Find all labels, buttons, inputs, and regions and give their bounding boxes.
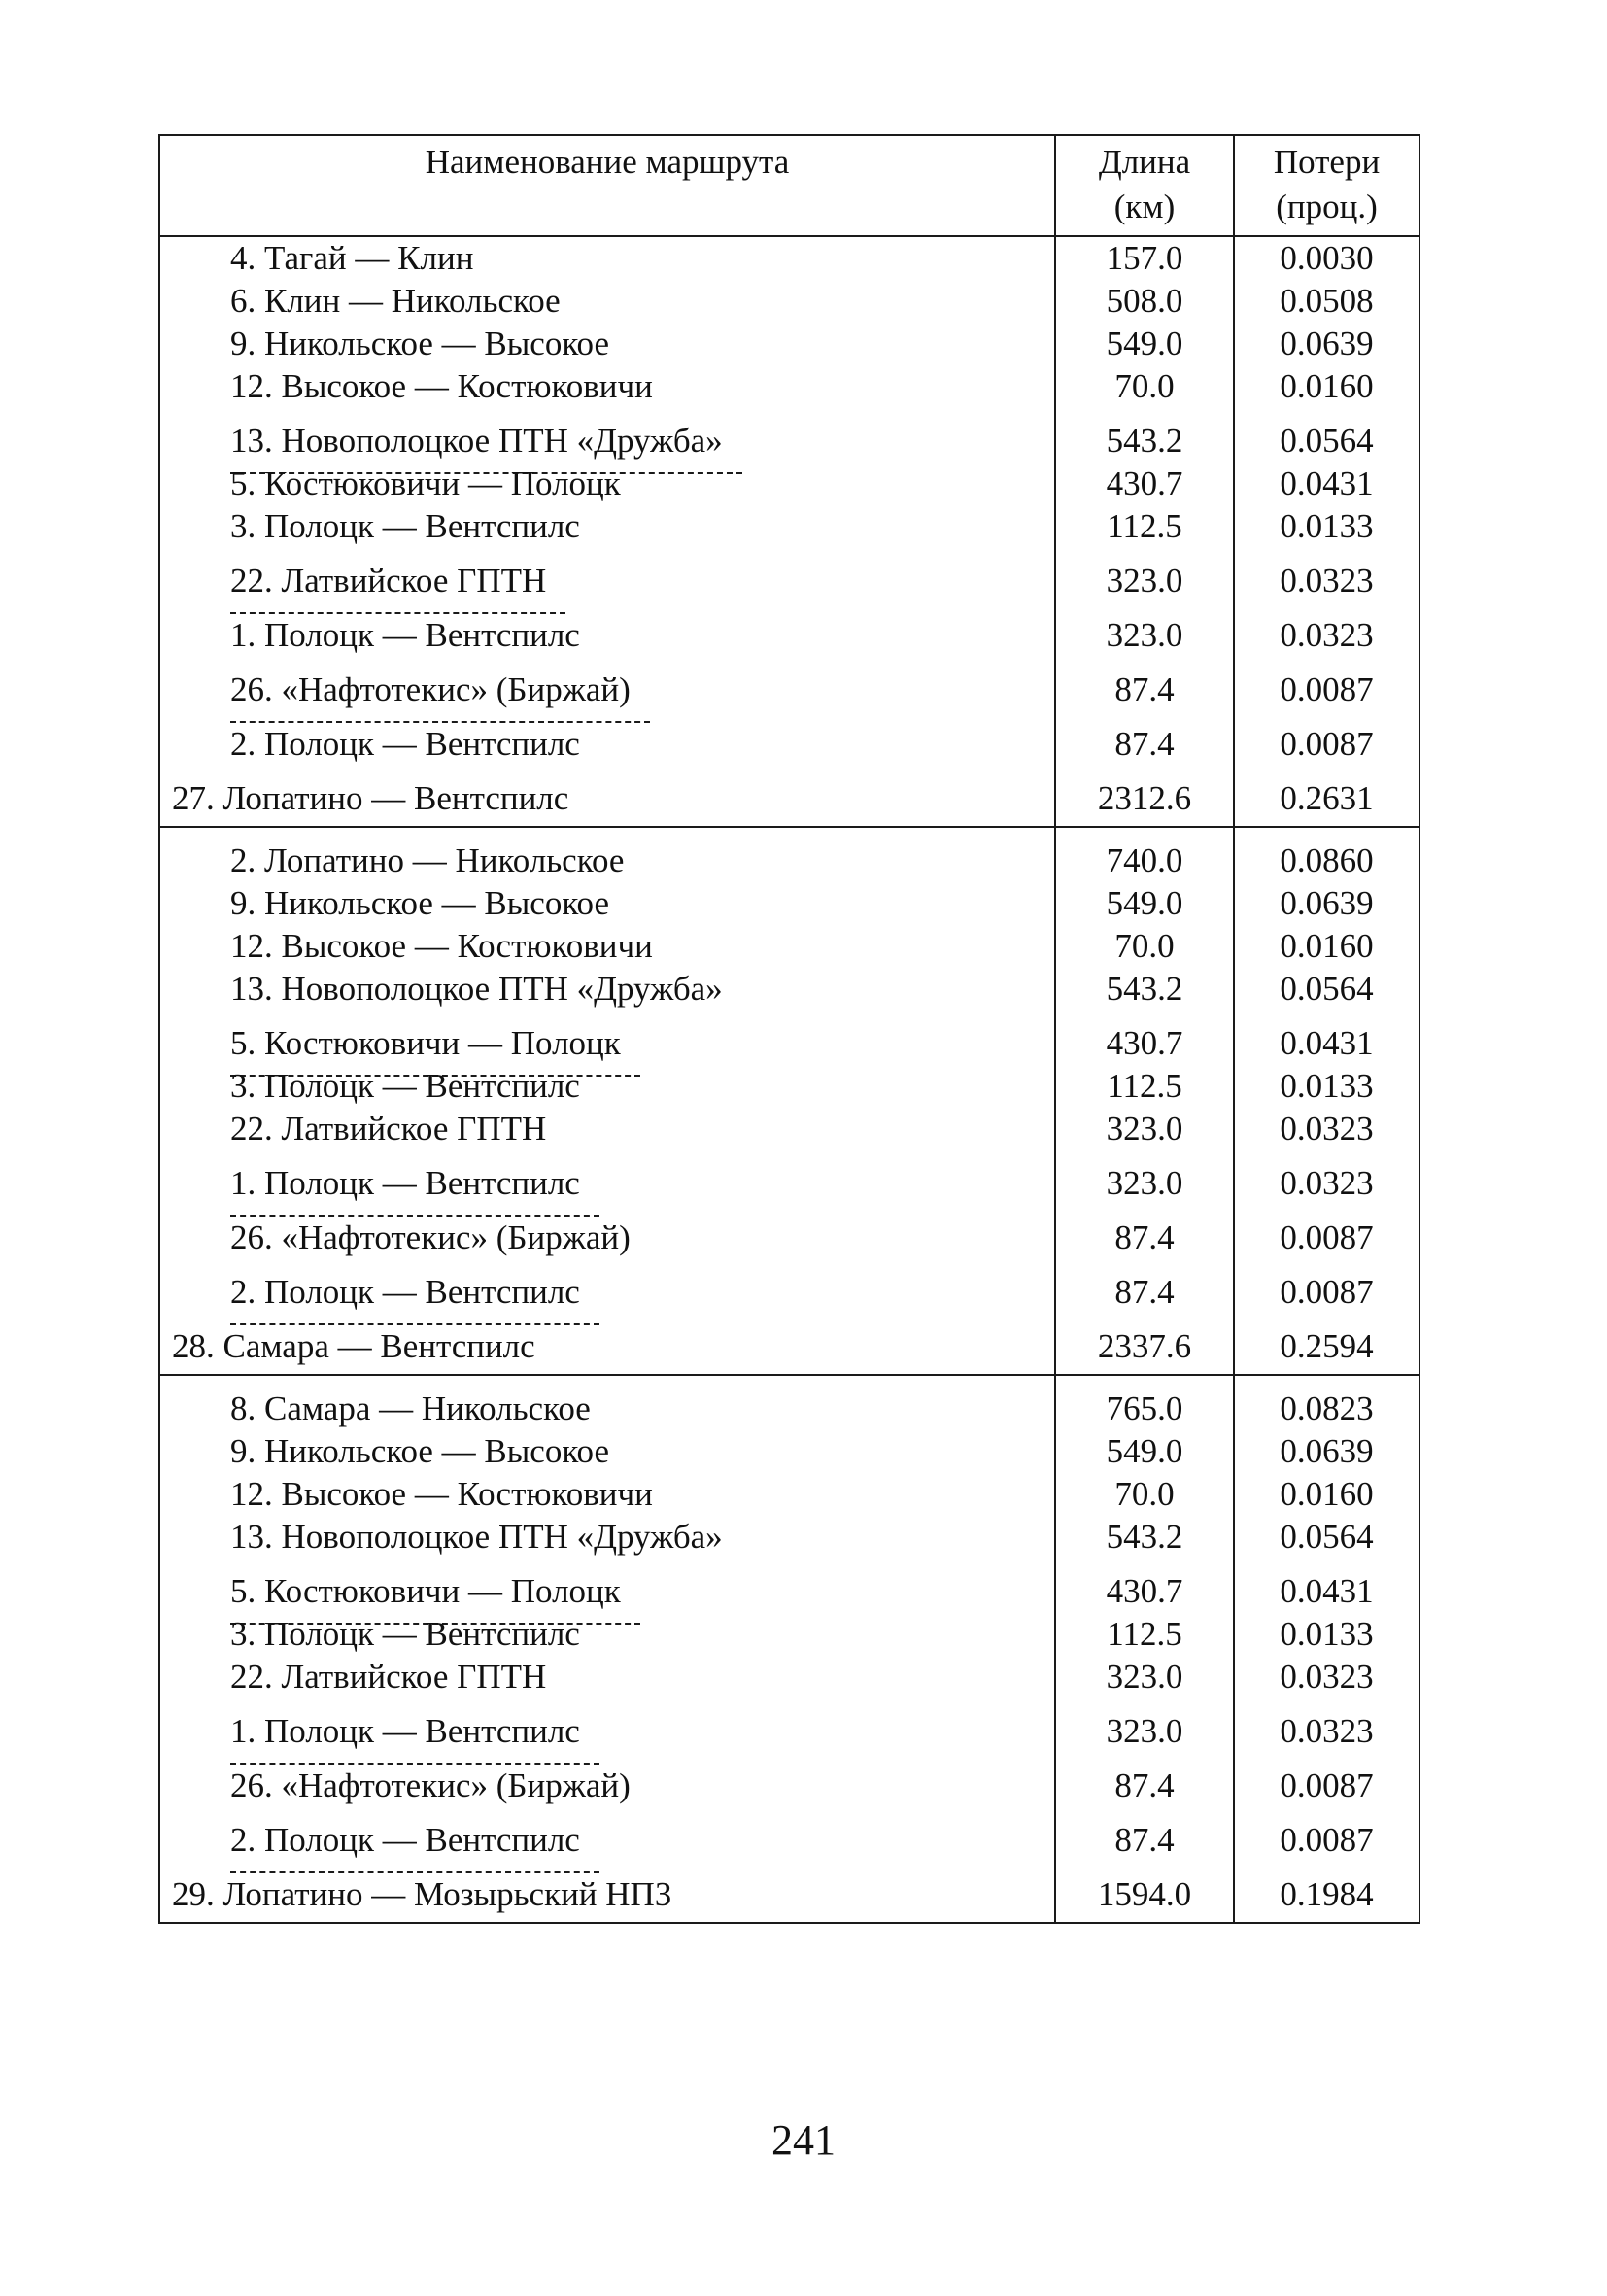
table-row [159, 505, 1419, 548]
route-total-loss: 0.2631 [1234, 766, 1419, 827]
route-total-name: 27. Лопатино — Вентспилс [159, 766, 1055, 827]
header-loss: Потери (проц.) [1234, 135, 1419, 236]
route-segment-name: 1. Полоцк — Вентспилс [159, 602, 1055, 657]
route-segment-loss: 0.0431 [1280, 1572, 1374, 1610]
route-segment-length: 430.7 [1055, 463, 1234, 505]
table-row [159, 1473, 1419, 1516]
route-segment-loss: 0.0431 [1280, 1024, 1374, 1062]
route-segment-length: 430.7 [1055, 1011, 1234, 1065]
table-row [159, 1613, 1419, 1656]
route-segment-loss: 0.0323 [1280, 1658, 1374, 1696]
route-segment-name: 22. Латвийское ГПТН [159, 548, 1055, 602]
route-segment-name: 3. Полоцк — Вентспилс [159, 1613, 1055, 1656]
route-segment-name: 5. Костюковичи — Полоцк [159, 1559, 1055, 1613]
table-row [159, 602, 1419, 657]
route-segment-loss: 0.0133 [1280, 507, 1374, 545]
route-total-loss: 0.1984 [1280, 1875, 1374, 1913]
table-row [159, 1807, 1419, 1862]
route-segment-length: 323.0 [1055, 1108, 1234, 1150]
route-segment-loss: 0.0860 [1280, 841, 1374, 879]
route-segment-length: 87.4 [1055, 1753, 1234, 1807]
route-segment-length: 112.5 [1055, 1065, 1234, 1108]
table-row [159, 1559, 1419, 1613]
route-segment-length: 508.0 [1055, 280, 1234, 323]
route-segment-name: 5. Костюковичи — Полоцк [159, 1011, 1055, 1065]
header-route-name: Наименование маршрута [159, 135, 1055, 236]
table-row [159, 463, 1419, 505]
route-segment-length: 112.5 [1055, 505, 1234, 548]
route-segment-name: 22. Латвийское ГПТН [159, 1656, 1055, 1698]
route-segment-length: 112.5 [1055, 1613, 1234, 1656]
route-segment-name: 13. Новополоцкое ПТН «Дружба» [159, 968, 1055, 1011]
table-row [159, 827, 1419, 882]
route-segment-name: 13. Новополоцкое ПТН «Дружба» [159, 408, 1055, 463]
route-segment-length: 87.4 [1055, 711, 1234, 766]
dashed-separator [230, 1323, 599, 1325]
route-segment-length: 549.0 [1055, 323, 1234, 365]
route-total-name: 28. Самара — Вентспилс [159, 1314, 1055, 1375]
route-segment-name: 26. «Нафтотекис» (Биржай) [159, 1753, 1055, 1807]
route-segment-length: 549.0 [1055, 1430, 1234, 1473]
route-segment-name: 9. Никольское — Высокое [159, 1430, 1055, 1473]
route-segment-loss: 0.0323 [1280, 1110, 1374, 1148]
route-segment-length: 543.2 [1055, 1516, 1234, 1559]
route-total-loss: 0.2594 [1234, 1314, 1419, 1375]
table-body [159, 236, 1419, 1923]
route-segment-loss: 0.0564 [1280, 422, 1374, 460]
route-segment-length: 323.0 [1055, 602, 1234, 657]
route-segment-name: 12. Высокое — Костюковичи [159, 925, 1055, 968]
route-total-name: 29. Лопатино — Мозырьский НПЗ [159, 1862, 1055, 1923]
route-segment-length: 323.0 [1055, 548, 1234, 602]
route-total-length: 2312.6 [1055, 766, 1234, 827]
table-row [159, 1656, 1419, 1698]
route-segment-loss: 0.0639 [1280, 325, 1374, 362]
route-segment-name: 6. Клин — Никольское [159, 280, 1055, 323]
route-segment-length: 157.0 [1055, 236, 1234, 280]
route-segment-length: 543.2 [1055, 408, 1234, 463]
table-row [159, 280, 1419, 323]
route-segment-loss: 0.0431 [1280, 464, 1374, 502]
route-segment-length: 765.0 [1055, 1375, 1234, 1430]
route-segment-loss: 0.0564 [1280, 1518, 1374, 1556]
route-segment-name: 9. Никольское — Высокое [159, 323, 1055, 365]
route-segment-name: 12. Высокое — Костюковичи [159, 1473, 1055, 1516]
route-segment-loss: 0.0087 [1280, 1218, 1374, 1256]
page-number: 241 [771, 2116, 836, 2164]
route-segment-loss: 0.0323 [1280, 1712, 1374, 1750]
table-row [159, 1259, 1419, 1314]
route-segment-name: 8. Самара — Никольское [159, 1375, 1055, 1430]
route-segment-loss: 0.0160 [1280, 927, 1374, 965]
route-segment-name: 12. Высокое — Костюковичи [159, 365, 1055, 408]
route-total-length: 1594.0 [1055, 1862, 1234, 1923]
route-segment-loss: 0.0133 [1280, 1615, 1374, 1653]
route-segment-length: 87.4 [1055, 1259, 1234, 1314]
table-row [159, 1753, 1419, 1807]
route-segment-length: 87.4 [1055, 657, 1234, 711]
route-segment-name: 2. Полоцк — Вентспилс [159, 1807, 1055, 1862]
route-segment-name: 3. Полоцк — Вентспилс [159, 505, 1055, 548]
table-row [159, 711, 1419, 766]
routes-table [158, 134, 1420, 1924]
route-segment-name: 3. Полоцк — Вентспилс [159, 1065, 1055, 1108]
route-segment-loss: 0.0508 [1280, 282, 1374, 320]
route-segment-length: 323.0 [1055, 1698, 1234, 1753]
table-row [159, 1065, 1419, 1108]
route-segment-length: 323.0 [1055, 1150, 1234, 1205]
table-row [159, 657, 1419, 711]
route-segment-name: 5. Костюковичи — Полоцк [159, 463, 1055, 505]
route-segment-name: 2. Полоцк — Вентспилс [159, 711, 1055, 766]
header-length: Длина (км) [1055, 135, 1234, 236]
route-segment-length: 323.0 [1055, 1656, 1234, 1698]
table-row [159, 1698, 1419, 1753]
route-segment-loss: 0.0087 [1280, 725, 1374, 763]
route-segment-name: 2. Полоцк — Вентспилс [159, 1259, 1055, 1314]
route-segment-length: 87.4 [1055, 1205, 1234, 1259]
route-segment-length: 70.0 [1055, 365, 1234, 408]
route-segment-loss: 0.0323 [1280, 562, 1374, 600]
route-segment-loss: 0.0160 [1280, 1475, 1374, 1513]
table-row [159, 1516, 1419, 1559]
route-segment-loss: 0.0030 [1280, 239, 1374, 277]
route-segment-name: 13. Новополоцкое ПТН «Дружба» [159, 1516, 1055, 1559]
route-segment-loss: 0.0639 [1280, 884, 1374, 922]
table-row [159, 1108, 1419, 1150]
dashed-separator [230, 1871, 599, 1873]
table-row [159, 365, 1419, 408]
route-segment-loss: 0.0564 [1280, 970, 1374, 1008]
route-segment-loss: 0.0323 [1280, 1164, 1374, 1202]
route-segment-name: 1. Полоцк — Вентспилс [159, 1150, 1055, 1205]
route-segment-loss: 0.0087 [1280, 1821, 1374, 1859]
table-header [159, 135, 1419, 236]
route-segment-loss: 0.0160 [1280, 367, 1374, 405]
table-row [159, 1430, 1419, 1473]
route-segment-name: 9. Никольское — Высокое [159, 882, 1055, 925]
route-total-length: 2337.6 [1055, 1314, 1234, 1375]
route-segment-name: 26. «Нафтотекис» (Биржай) [159, 1205, 1055, 1259]
table-row [159, 408, 1419, 463]
route-segment-name: 26. «Нафтотекис» (Биржай) [159, 657, 1055, 711]
route-total-row [159, 766, 1419, 827]
table-row [159, 882, 1419, 925]
route-segment-length: 430.7 [1055, 1559, 1234, 1613]
route-segment-length: 70.0 [1055, 925, 1234, 968]
route-segment-loss: 0.0087 [1280, 670, 1374, 708]
route-segment-loss: 0.0087 [1280, 1273, 1374, 1311]
route-segment-name: 4. Тагай — Клин [159, 236, 1055, 280]
table-row [159, 236, 1419, 280]
table-row [159, 925, 1419, 968]
table-row [159, 968, 1419, 1011]
table-row [159, 1011, 1419, 1065]
route-segment-name: 22. Латвийское ГПТН [159, 1108, 1055, 1150]
route-segment-length: 740.0 [1055, 827, 1234, 882]
route-segment-length: 87.4 [1055, 1807, 1234, 1862]
route-segment-loss: 0.0823 [1280, 1389, 1374, 1427]
table-row [159, 548, 1419, 602]
route-segment-loss: 0.0087 [1280, 1766, 1374, 1804]
table-row [159, 323, 1419, 365]
route-segment-name: 1. Полоцк — Вентспилс [159, 1698, 1055, 1753]
route-segment-loss: 0.0323 [1280, 616, 1374, 654]
table-row [159, 1205, 1419, 1259]
route-segment-name: 2. Лопатино — Никольское [159, 827, 1055, 882]
route-segment-loss: 0.0639 [1280, 1432, 1374, 1470]
table-row [159, 1150, 1419, 1205]
table-row [159, 1375, 1419, 1430]
route-segment-loss: 0.0133 [1280, 1067, 1374, 1105]
route-segment-length: 543.2 [1055, 968, 1234, 1011]
route-segment-length: 549.0 [1055, 882, 1234, 925]
route-segment-length: 70.0 [1055, 1473, 1234, 1516]
